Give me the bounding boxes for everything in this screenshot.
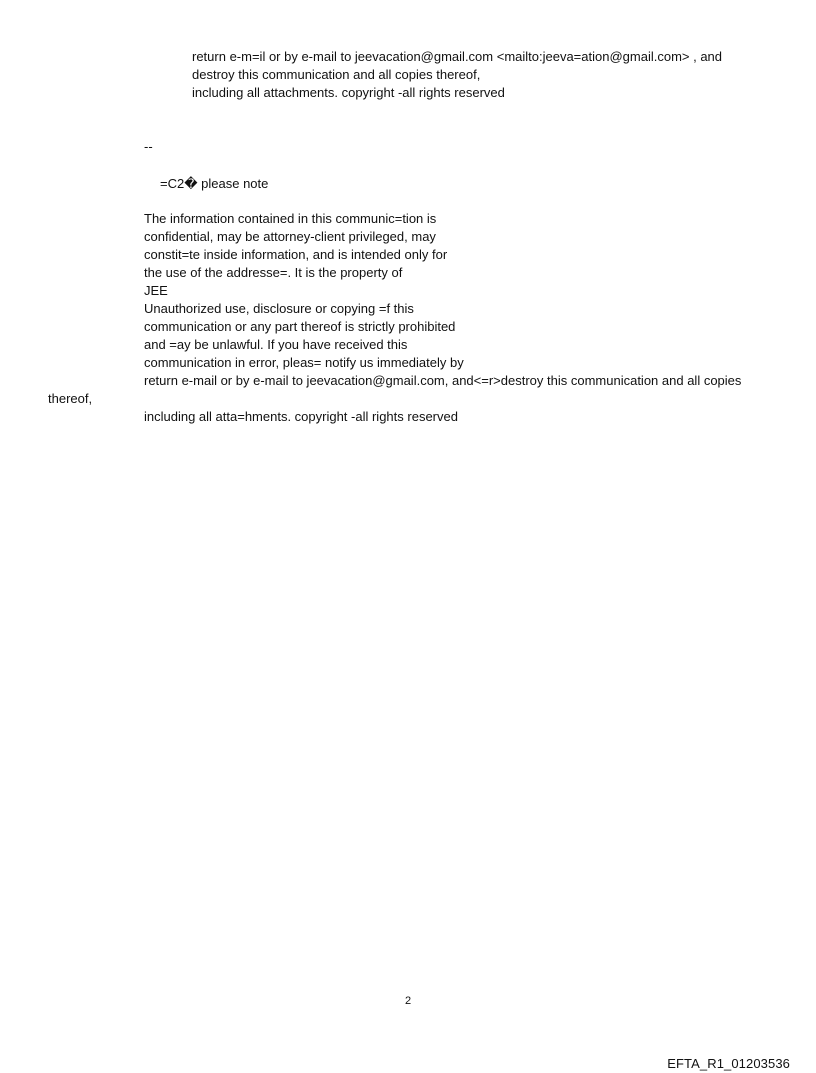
disclaimer-line-11: thereof, xyxy=(48,391,93,406)
disclaimer-line-1: The information contained in this communic=tion is xyxy=(144,211,437,226)
disclaimer-line-12: including all atta=hments. copyright -all rights reserved xyxy=(144,409,458,424)
bates-number: EFTA_R1_01203536 xyxy=(667,1056,790,1071)
disclaimer-line-4: the use of the addresse=. It is the property of xyxy=(144,265,403,280)
disclaimer-line-3: constit=te inside information, and is intended only for xyxy=(144,247,448,262)
note-heading: =C2� please note xyxy=(160,176,269,191)
quoted-line-1: return e-m=il or by e-mail to jeevacation@gmail.com <mailto:jeeva=ation@gmail.com> , and xyxy=(192,49,723,64)
quoted-line-3: including all attachments. copyright -all rights reserved xyxy=(192,85,505,100)
page-number: 2 xyxy=(404,995,412,1007)
disclaimer-line-10: return e-mail or by e-mail to jeevacation@gmail.com, and<=r>destroy this communication and all copies xyxy=(144,373,742,388)
disclaimer-line-5: JEE xyxy=(144,283,168,298)
quoted-line-2: destroy this communication and all copies thereof, xyxy=(192,67,481,82)
disclaimer-line-6: Unauthorized use, disclosure or copying =f this xyxy=(144,301,414,316)
disclaimer-line-9: communication in error, pleas= notify us immediately by xyxy=(144,355,464,370)
disclaimer-line-2: confidential, may be attorney-client privileged, may xyxy=(144,229,436,244)
disclaimer-line-7: communication or any part thereof is strictly prohibited xyxy=(144,319,456,334)
disclaimer-line-8: and =ay be unlawful. If you have received this xyxy=(144,337,408,352)
signature-separator: -- xyxy=(144,139,153,154)
